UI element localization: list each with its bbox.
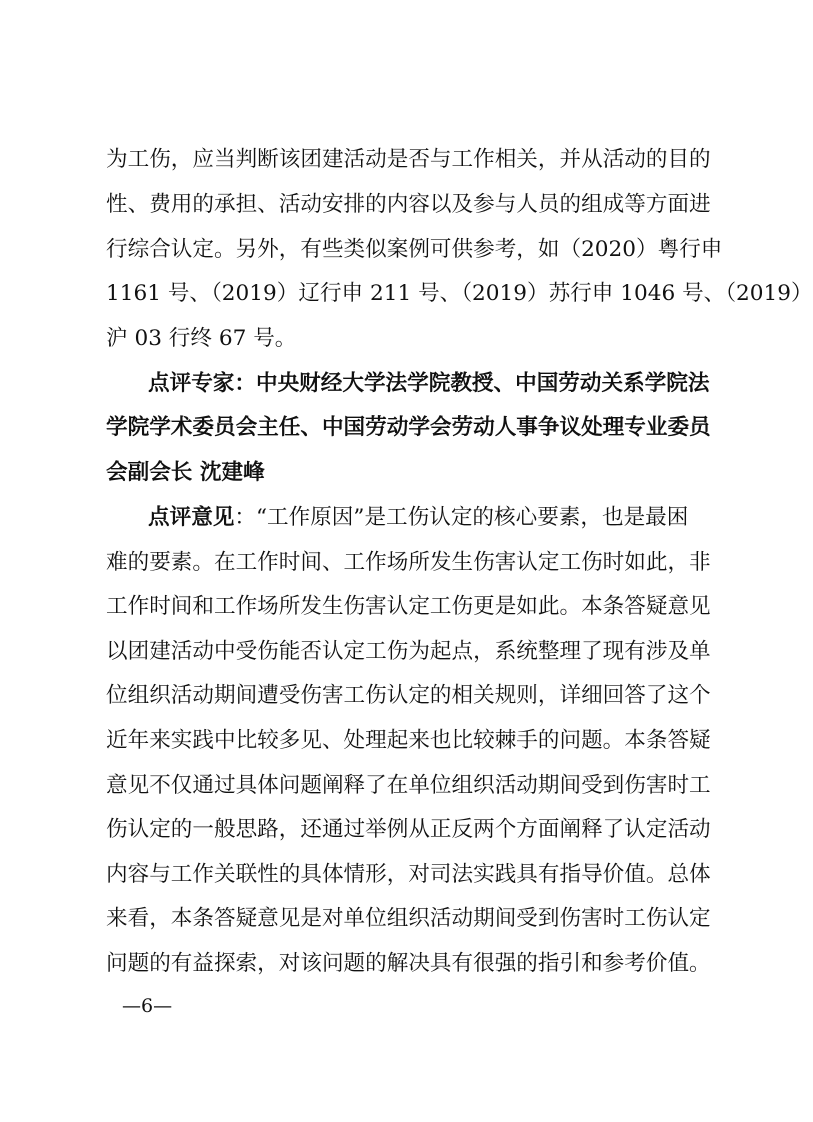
comment-line: 内容与工作关联性的具体情形，对司法实践具有指导价值。总体 [106, 862, 711, 887]
comment-line: 以团建活动中受伤能否认定工伤为起点，系统整理了现有涉及单 [106, 639, 711, 664]
comment-first-line [148, 506, 690, 530]
expert-line: 会副会长 沈建峰 [106, 460, 265, 485]
comment-line: 来看，本条答疑意见是对单位组织活动期间受到伤害时工伤认定 [106, 906, 711, 931]
comment-line: 位组织活动期间遭受伤害工伤认定的相关规则，详细回答了这个 [106, 683, 711, 708]
comment-line: 近年来实践中比较多见、处理起来也比较棘手的问题。本条答疑 [106, 728, 711, 753]
comment-line: 工作时间和工作场所发生伤害认定工伤更是如此。本条答疑意见 [106, 594, 711, 619]
comment-line: 问题的有益探索，对该问题的解决具有很强的指引和参考价值。 [106, 951, 711, 976]
comment-label: 点评意见 [148, 505, 235, 530]
body-line: 1161 号、（2019）辽行申 211 号、（2019）苏行申 1046 号、（2019） [106, 281, 813, 306]
comment-line: 意见不仅通过具体问题阐释了在单位组织活动期间受到伤害时工 [106, 773, 711, 798]
comment-line: 难的要素。在工作时间、工作场所发生伤害认定工伤时如此，非 [106, 550, 711, 575]
expert-line: 学院学术委员会主任、中国劳动学会劳动人事争议处理专业委员 [106, 415, 711, 440]
expert-line: 点评专家：中央财经大学法学院教授、中国劳动关系学院法 [148, 371, 710, 396]
body-line: 为工伤，应当判断该团建活动是否与工作相关，并从活动的目的 [106, 147, 711, 172]
body-line: 沪 03 行终 67 号。 [106, 326, 297, 351]
comment-first-text: ：“工作原因”是工伤认定的核心要素，也是最困 [234, 505, 689, 530]
page-number: —6— [122, 995, 173, 1017]
body-line: 行综合认定。另外，有些类似案例可供参考，如（2020）粤行申 [106, 237, 723, 262]
body-line: 性、费用的承担、活动安排的内容以及参与人员的组成等方面进 [106, 192, 711, 217]
comment-line: 伤认定的一般思路，还通过举例从正反两个方面阐释了认定活动 [106, 817, 711, 842]
